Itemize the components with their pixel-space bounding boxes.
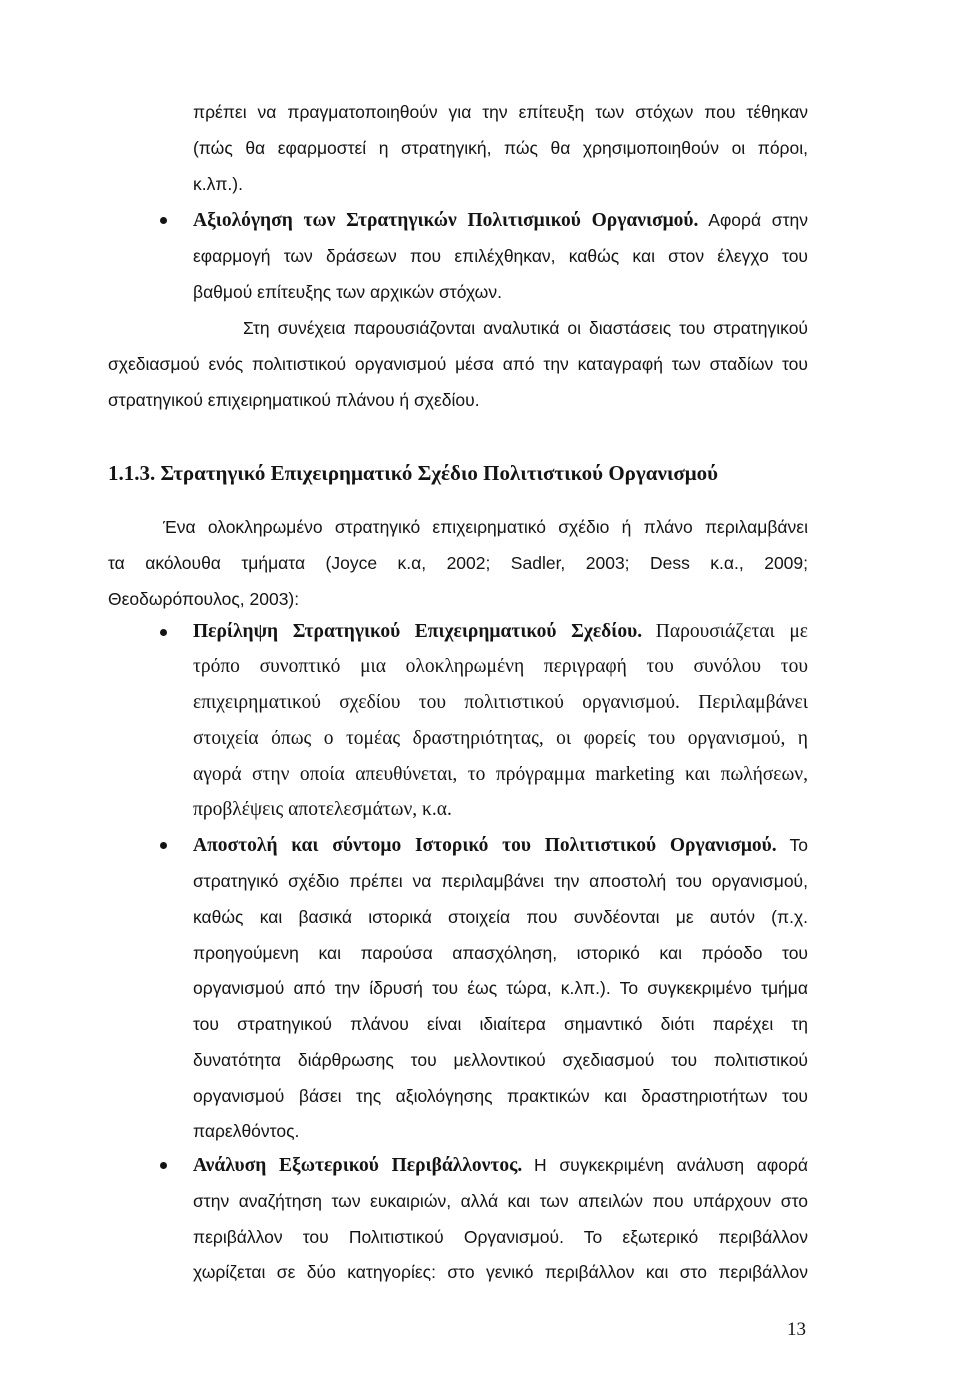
list-item-title: Αποστολή και σύντομο Ιστορικό του Πολιτιστικού Οργανισμού. — [193, 835, 777, 856]
list-item-first-line — [193, 205, 808, 235]
list-item-line: καθώς και βασικά ιστορικά στοιχεία που συνδέονται με αυτόν (π.χ. — [193, 907, 808, 927]
list-item-text: Παρουσιάζεται με — [655, 621, 808, 642]
paragraph-line: τα ακόλουθα τμήματα (Joyce κ.α, 2002; Sadler, 2003; Dess κ.α., 2009; — [108, 553, 808, 573]
intro-line: κ.λπ.). — [193, 174, 243, 194]
list-item-text: Η συγκεκριμένη ανάλυση αφορά — [534, 1155, 808, 1175]
bullet-icon — [160, 842, 167, 849]
list-item-line: στρατηγικό σχέδιο πρέπει να περιλαμβάνει την αποστολή του οργανισμού, — [193, 871, 808, 891]
list-item-title: Περίληψη Στρατηγικού Επιχειρηματικού Σχεδίου. — [193, 621, 643, 642]
list-item-line: αγορά στην οποία απευθύνεται, το πρόγραμμα marketing και πωλήσεων, — [193, 764, 808, 785]
paragraph-line: Στη συνέχεια παρουσιάζονται αναλυτικά οι διαστάσεις του στρατηγικού — [243, 318, 808, 338]
section-heading: 1.1.3. Στρατηγικό Επιχειρηματικό Σχέδιο Πολιτιστικού Οργανισμού — [108, 461, 719, 485]
list-item-first-line — [193, 617, 808, 647]
bullet-icon — [160, 1162, 167, 1169]
list-item-line: οργανισμού από την ίδρυσή του έως τώρα, κ.λπ.). Το συγκεκριμένο τμήμα — [193, 978, 808, 998]
intro-line: (πώς θα εφαρμοστεί η στρατηγική, πώς θα χρησιμοποιηθούν οι πόροι, — [193, 138, 808, 158]
list-item-text: Αφορά στην — [708, 210, 808, 230]
list-item-first-line — [193, 1150, 808, 1180]
list-item-line: τρόπο συνοπτικό μια ολοκληρωμένη περιγραφή του συνόλου του — [193, 656, 808, 677]
list-item-title: Ανάλυση Εξωτερικού Περιβάλλοντος. — [193, 1155, 523, 1176]
page-number: 13 — [787, 1319, 806, 1340]
list-item-first-line — [193, 830, 808, 860]
list-item-line: στοιχεία όπως ο τομέας δραστηριότητας, οι φορείς του οργανισμού, η — [193, 728, 808, 749]
paragraph-line: Ένα ολοκληρωμένο στρατηγικό επιχειρηματικό σχέδιο ή πλάνο περιλαμβάνει — [163, 517, 808, 537]
list-item-line: εφαρμογή των δράσεων που επιλέχθηκαν, καθώς και στον έλεγχο του — [193, 246, 808, 266]
list-item-line: στην αναζήτηση των ευκαιριών, αλλά και των απειλών που υπάρχουν στο — [193, 1191, 808, 1211]
list-item-line: επιχειρηματικού σχεδίου του πολιτιστικού οργανισμού. Περιλαμβάνει — [193, 692, 808, 713]
list-item-line: χωρίζεται σε δύο κατηγορίες: στο γενικό περιβάλλον και στο περιβάλλον — [193, 1262, 808, 1282]
list-item-line: προηγούμενη και παρούσα απασχόληση, ιστορικό και πρόοδο του — [193, 943, 808, 963]
list-item-title: Αξιολόγηση των Στρατηγικών Πολιτισμικού Οργανισμού. — [193, 210, 699, 231]
list-item-line: του στρατηγικού πλάνου είναι ιδιαίτερα σημαντικό διότι παρέχει τη — [193, 1014, 808, 1034]
list-item-line: παρελθόντος. — [193, 1121, 300, 1141]
paragraph-line: Θεοδωρόπουλος, 2003): — [108, 589, 300, 609]
list-item-line: οργανισμού βάσει της αξιολόγησης πρακτικών και δραστηριοτήτων του — [193, 1086, 808, 1106]
intro-line: πρέπει να πραγματοποιηθούν για την επίτευξη των στόχων που τέθηκαν — [193, 102, 808, 122]
list-item-line: προβλέψεις αποτελεσμάτων, κ.α. — [193, 799, 452, 820]
paragraph-line: σχεδιασμού ενός πολιτιστικού οργανισμού μέσα από την καταγραφή των σταδίων του — [108, 354, 808, 374]
bullet-icon — [160, 217, 167, 224]
paragraph-line: στρατηγικού επιχειρηματικού πλάνου ή σχεδίου. — [108, 390, 480, 410]
list-item-line: περιβάλλον του Πολιτιστικού Οργανισμού. Το εξωτερικό περιβάλλον — [193, 1227, 808, 1247]
list-item-text: Το — [789, 835, 809, 855]
list-item-line: δυνατότητα διάρθρωσης του μελλοντικού σχεδιασμού του πολιτιστικού — [193, 1050, 808, 1070]
bullet-icon — [160, 629, 167, 636]
list-item-line: βαθμού επίτευξης των αρχικών στόχων. — [193, 282, 502, 302]
